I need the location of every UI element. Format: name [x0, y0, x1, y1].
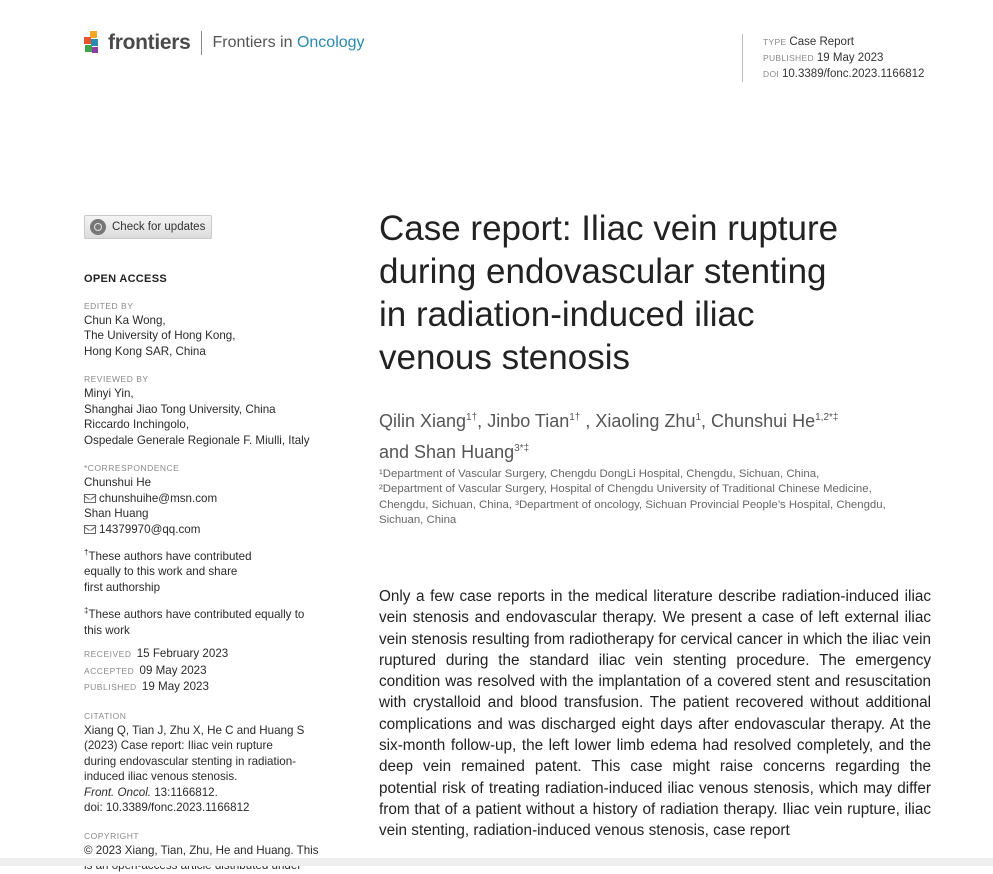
- note-line: equally to this work and share: [84, 565, 238, 579]
- check-for-updates-button[interactable]: [84, 215, 212, 239]
- article-meta: [742, 34, 924, 82]
- author-affil-mark: 1†: [466, 412, 478, 423]
- note-line: These authors have contributed equally to: [88, 608, 305, 622]
- journal-prefix: Frontiers in: [212, 34, 297, 51]
- meta-type: [763, 34, 924, 50]
- author-affil-mark: 1: [695, 412, 702, 423]
- affiliation-line: Chengdu, Sichuan, China, ³Department of oncology, Sichuan Provincial People’s Hospital, Chengdu,: [379, 498, 886, 511]
- reviewer-line: Shanghai Jiao Tong University, China: [84, 402, 276, 416]
- author-link[interactable]: [379, 442, 529, 462]
- email-icon: [84, 525, 96, 534]
- journal-name: [212, 34, 364, 52]
- correspondent-name: Chunshui He: [84, 476, 152, 489]
- author-link[interactable]: [487, 411, 580, 431]
- edited-by-label: EDITED BY: [84, 300, 134, 311]
- author-sep: ,: [701, 411, 712, 431]
- citation-line: during endovascular stenting in radiation-: [84, 754, 297, 768]
- note-line: These authors have contributed: [88, 549, 252, 563]
- title-line: venous stenosis: [379, 338, 630, 377]
- correspondent-email-link[interactable]: [84, 522, 334, 538]
- meta-doi-value[interactable]: 10.3389/fonc.2023.1166812: [782, 68, 925, 80]
- abstract-text: Only a few case reports in the medical literature describe radiation-induced iliac vein stenosis and endovascular therapy. We present a case of left external iliac vein stenosis resulting from radiotherapy for cervical cancer in which the iliac vein ruptured during the standard iliac vein stenting procedure. The emergency condition was resolved with the implantation of a covered stent and resuscitation with crystalloid and blood transfusion. The patient recovered without additional complications and was discharged eight days after endovascular therapy. At the six-month follow-up, the left lower limb edema had resolved completely, and the deep vein remained patent. This case might raise concerns regarding the potential risk of treating radiation-induced iliac venous stenosis, which may differ from that of a patient without a history of radiation therapy. Iliac vein rupture, iliac vein stenting, radiation-induced venous stenosis, case report: [379, 588, 931, 840]
- title-line: Case report: Iliac vein rupture: [379, 209, 839, 248]
- title-line: during endovascular stenting: [379, 252, 827, 291]
- check-updates-label: Check for updates: [112, 221, 206, 233]
- reviewer-line: Ospedale Generale Regionale F. Miulli, Italy: [84, 433, 310, 447]
- accepted-date: [84, 663, 334, 680]
- citation-line: (2023) Case report: Iliac vein rupture: [84, 739, 273, 753]
- reviewer-line: Riccardo Inchingolo,: [84, 418, 190, 431]
- author-name: Jinbo Tian: [487, 411, 570, 431]
- title-line: in radiation-induced iliac: [379, 295, 755, 334]
- author-link[interactable]: [711, 411, 838, 431]
- received-label: RECEIVED: [84, 649, 132, 660]
- note-line: first authorship: [84, 580, 161, 594]
- dagger-mark: †: [84, 548, 89, 557]
- published-label: PUBLISHED: [84, 682, 137, 693]
- journal-accent: Oncology: [296, 34, 365, 51]
- citation-volume: 13:1166812.: [151, 785, 218, 799]
- editor-line: The University of Hong Kong,: [84, 329, 236, 342]
- citation-label: CITATION: [84, 710, 127, 721]
- brand-name: frontiers: [108, 31, 191, 54]
- author-name: Xiaoling Zhu: [595, 411, 696, 431]
- author-sep: ,: [477, 411, 488, 431]
- correspondence-label: *CORRESPONDENCE: [84, 463, 180, 473]
- published-value: 19 May 2023: [141, 680, 209, 694]
- open-access-label: OPEN ACCESS: [84, 273, 167, 285]
- author-name: Qilin Xiang: [379, 411, 467, 431]
- reviewer-line: Minyi Yin,: [84, 387, 134, 400]
- received-value: 15 February 2023: [136, 647, 229, 661]
- copyright-label: COPYRIGHT: [84, 830, 140, 841]
- accepted-value: 09 May 2023: [139, 663, 207, 677]
- copyright-line: © 2023 Xiang, Tian, Zhu, He and Huang. This: [84, 843, 319, 857]
- citation-doi[interactable]: doi: 10.3389/fonc.2023.1166812: [84, 801, 250, 815]
- citation-line: induced iliac venous stenosis.: [84, 770, 238, 784]
- correspondent-name: Shan Huang: [84, 507, 149, 520]
- affiliation-line: ²Department of Vascular Surgery, Hospital of Chengdu University of Traditional Chinese Medicine,: [379, 483, 872, 496]
- affiliation-line: Sichuan, China: [379, 514, 457, 527]
- equal-contribution-note: [84, 545, 334, 595]
- equal-contribution-note-2: [84, 603, 334, 638]
- meta-published-value: 19 May 2023: [816, 52, 884, 64]
- journal-logo[interactable]: [84, 31, 365, 55]
- frontiers-logo-icon: [84, 31, 104, 55]
- author-name: Chunshui He: [711, 411, 816, 431]
- affiliation-line: ¹Department of Vascular Surgery, Chengdu DongLi Hospital, Chengdu, Sichuan, China,: [379, 468, 820, 480]
- meta-doi: [763, 66, 924, 82]
- author-affil-mark: 1†: [569, 412, 581, 423]
- email-text: chunshuihe@msn.com: [99, 491, 218, 505]
- citation-line: Xiang Q, Tian J, Zhu X, He C and Huang S: [84, 723, 305, 737]
- editor-line: Hong Kong SAR, China: [84, 344, 206, 358]
- double-dagger-mark: ‡: [84, 606, 89, 616]
- author-sep: ,: [580, 411, 596, 431]
- received-date: [84, 646, 334, 663]
- logo-divider: [201, 31, 202, 55]
- email-text: 14379970@qq.com: [99, 522, 201, 536]
- author-affil-mark: 3*‡: [514, 443, 530, 454]
- reviewed-by-label: REVIEWED BY: [84, 374, 149, 384]
- accepted-label: ACCEPTED: [84, 665, 135, 676]
- published-date: [84, 679, 334, 696]
- author-link[interactable]: [379, 411, 477, 431]
- article-sidebar: [84, 272, 334, 874]
- author-affil-mark: 1,2*‡: [815, 412, 839, 423]
- author-link[interactable]: [595, 411, 701, 431]
- page-bottom-edge: [0, 858, 993, 866]
- correspondent-email-link[interactable]: [84, 491, 334, 507]
- affiliations: [379, 467, 924, 529]
- editor-line: Chun Ka Wong,: [84, 313, 166, 327]
- author-name: and Shan Huang: [379, 442, 515, 462]
- note-line: this work: [84, 623, 130, 637]
- meta-published: [763, 50, 924, 66]
- citation-journal-line: [84, 785, 334, 801]
- citation-journal: Front. Oncol.: [84, 785, 152, 799]
- meta-type-value: Case Report: [789, 36, 854, 48]
- meta-doi-label: DOI: [763, 69, 780, 79]
- check-updates-icon: [90, 219, 106, 235]
- author-list: [379, 404, 919, 466]
- meta-type-label: TYPE: [763, 37, 787, 47]
- article-title: [379, 207, 899, 379]
- email-icon: [84, 494, 96, 503]
- meta-published-label: PUBLISHED: [763, 53, 814, 63]
